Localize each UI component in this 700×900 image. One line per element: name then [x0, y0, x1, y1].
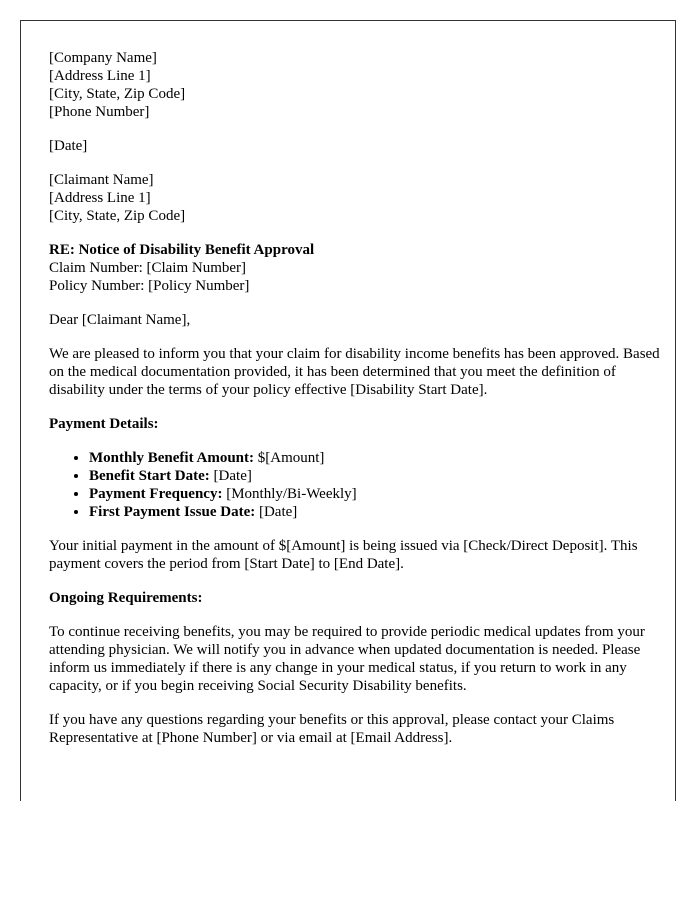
- item-label: Benefit Start Date:: [89, 468, 210, 484]
- payment-heading-text: Payment Details:: [49, 416, 159, 432]
- claim-number: Claim Number: [Claim Number]: [49, 260, 247, 276]
- item-label: Payment Frequency:: [89, 486, 223, 502]
- sender-phone: [Phone Number]: [49, 104, 150, 120]
- recipient-address: [49, 171, 661, 225]
- recipient-name: [Claimant Name]: [49, 172, 154, 188]
- policy-number: Policy Number: [Policy Number]: [49, 278, 250, 294]
- requirements-heading: [49, 589, 661, 607]
- item-label: Monthly Benefit Amount:: [89, 450, 254, 466]
- requirements-heading-text: Ongoing Requirements:: [49, 590, 203, 606]
- recipient-address-line: [Address Line 1]: [49, 190, 151, 206]
- intro-paragraph: We are pleased to inform you that your claim for disability income benefits has been approved. Based on the medical documentation provided, it has been determined that you meet the definition of disability under the terms of your policy effective [Disability Start Date].: [49, 346, 660, 398]
- letter-page: [20, 20, 676, 801]
- item-label: First Payment Issue Date:: [89, 504, 256, 520]
- closing-paragraph: If you have any questions regarding your benefits or this approval, please contact your Claims Representative at [Phone Number] or via email at [Email Address].: [49, 712, 615, 746]
- payment-heading: [49, 415, 661, 433]
- letter-date: [Date]: [49, 138, 88, 154]
- item-value: [Date]: [209, 468, 252, 484]
- item-value: [Monthly/Bi-Weekly]: [222, 486, 357, 502]
- payment-details-list: [49, 449, 661, 521]
- list-item: [89, 485, 661, 503]
- payment-paragraph: Your initial payment in the amount of $[Amount] is being issued via [Check/Direct Deposit]. This payment covers the period from [Start Date] to [End Date].: [49, 538, 638, 572]
- requirements-paragraph: To continue receiving benefits, you may be required to provide periodic medical updates from your attending physician. We will notify you in advance when updated documentation is needed. Please inform us immediately if there is any change in your medical status, if you return to work in any capacity, or if you begin receiving Social Security Disability benefits.: [49, 624, 645, 694]
- sender-address: [49, 49, 661, 121]
- list-item: [89, 467, 661, 485]
- recipient-city: [City, State, Zip Code]: [49, 208, 186, 224]
- sender-address-line: [Address Line 1]: [49, 68, 151, 84]
- sender-city: [City, State, Zip Code]: [49, 86, 186, 102]
- salutation: Dear [Claimant Name],: [49, 312, 191, 328]
- item-value: [Date]: [255, 504, 298, 520]
- list-item: [89, 503, 661, 521]
- reference-block: [49, 241, 661, 295]
- item-value: $[Amount]: [254, 450, 325, 466]
- sender-company: [Company Name]: [49, 50, 157, 66]
- list-item: [89, 449, 661, 467]
- subject-line: RE: Notice of Disability Benefit Approval: [49, 242, 315, 258]
